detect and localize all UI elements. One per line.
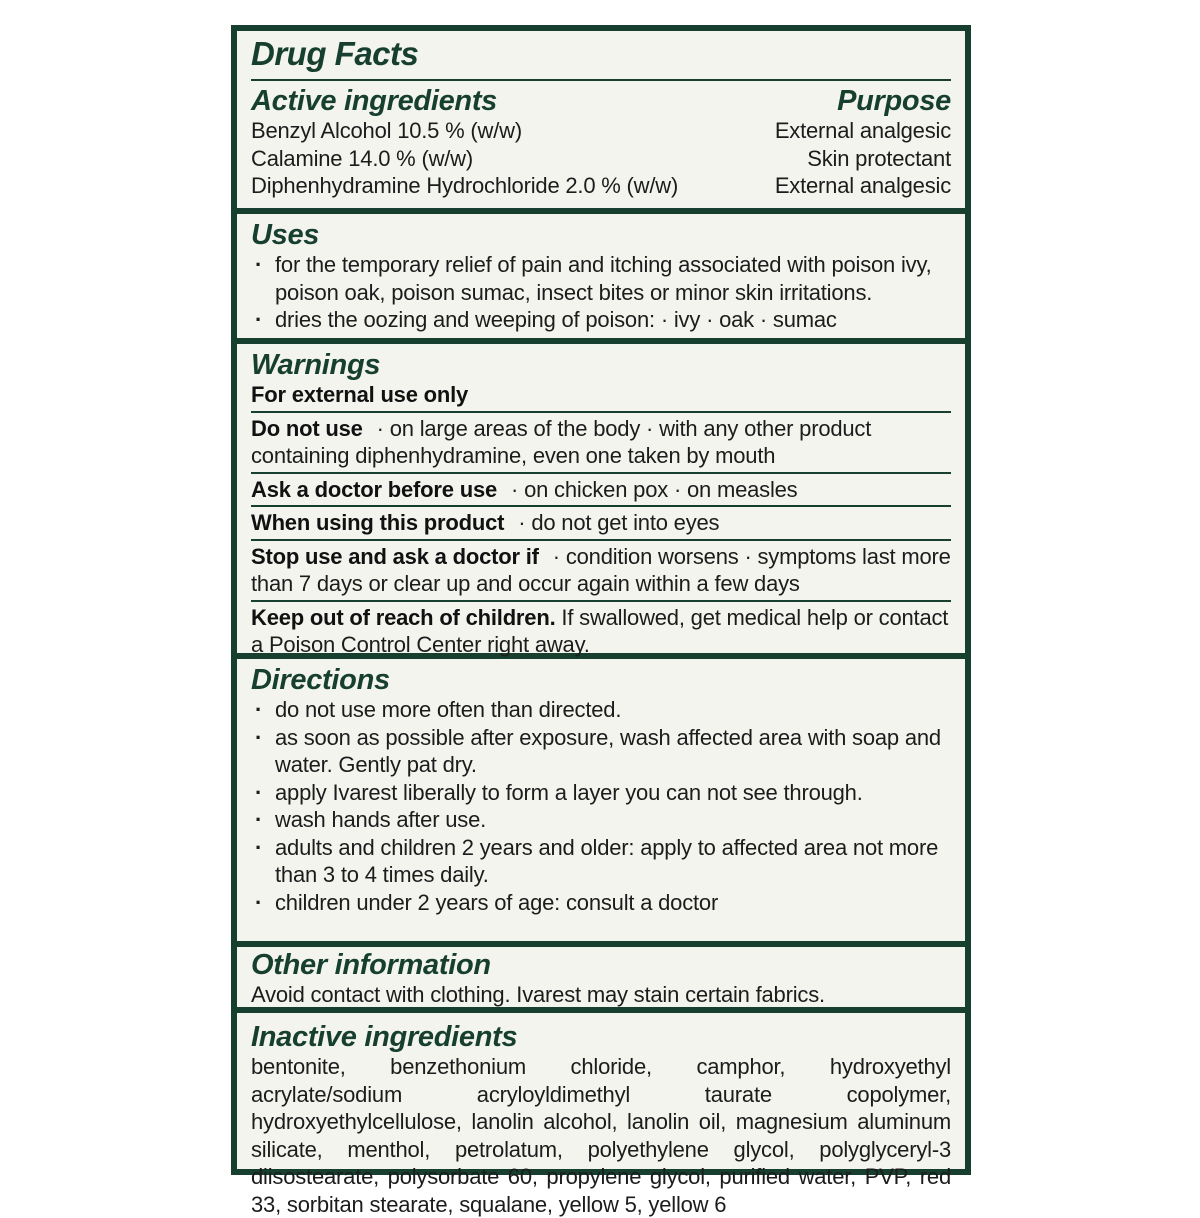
do-not-use-text: · on large areas of the body · with any other product containing diphenhydramine, even one taken by mouth	[251, 415, 872, 468]
list-item: · apply Ivarest liberally to form a layer you can not see through.	[251, 779, 951, 807]
ingredient-name: Benzyl Alcohol 10.5 % (w/w)	[251, 118, 522, 143]
drug-facts-title: Drug Facts	[251, 35, 419, 72]
list-item: · adults and children 2 years and older: apply to affected area not more than 3 to 4 times daily.	[251, 834, 945, 889]
other-information-heading: Other information	[251, 949, 491, 981]
list-item: · dries the oozing and weeping of poison: · ivy · oak · sumac	[251, 306, 951, 334]
ingredient-purpose: Skin protectant	[807, 145, 951, 171]
other-information-text: Avoid contact with clothing. Ivarest may stain certain fabrics.	[251, 982, 825, 1007]
inactive-ingredients-text: bentonite, benzethonium chloride, camphor, hydroxyethyl acrylate/sodium acryloyldimethyl taurate copolymer, hydroxyethylcellulose, lanolin alcohol, lanolin oil, magnesium aluminum silicate, menthol, petrolatum, polyethylene glycol, polyglyceryl-3 diisostearate, polysorbate 60, propylene glycol, purified water, PVP, red 33, sorbitan stearate, squalane, yellow 5, yellow 6	[251, 1054, 951, 1217]
keep-out-warning	[251, 604, 951, 659]
warnings-heading: Warnings	[251, 349, 381, 381]
stop-use-warning	[251, 543, 951, 598]
do-not-use-label: Do not use	[251, 415, 363, 441]
when-using-label: When using this product	[251, 510, 505, 535]
ingredient-row	[251, 117, 951, 145]
inactive-ingredients-section	[237, 1013, 965, 1217]
warnings-section	[237, 344, 965, 657]
list-item: · children under 2 years of age: consult a doctor	[251, 889, 951, 917]
ingredient-row	[251, 172, 951, 200]
when-using-text: · do not get into eyes	[518, 510, 720, 535]
list-item: · as soon as possible after exposure, wash affected area with soap and water. Gently pat dry.	[251, 724, 945, 779]
list-item: · for the temporary relief of pain and itching associated with poison ivy, poison oak, poison sumac, insect bites or minor skin irritations.	[251, 251, 965, 306]
ingredient-purpose: External analgesic	[774, 173, 951, 198]
ingredient-name: Diphenhydramine Hydrochloride 2.0 % (w/w)	[251, 173, 679, 198]
when-using-warning	[251, 509, 951, 537]
other-information-section	[237, 947, 965, 1007]
ask-doctor-text: · on chicken pox · on measles	[511, 476, 798, 502]
inactive-ingredients-heading: Inactive ingredients	[251, 1021, 518, 1053]
drug-facts-panel	[231, 25, 971, 1217]
list-item: · wash hands after use.	[251, 806, 951, 834]
ingredient-purpose: External analgesic	[774, 118, 951, 143]
keep-out-text: If swallowed, get medical help or contact a Poison Control Center right away.	[251, 604, 949, 657]
uses-section	[237, 214, 965, 338]
uses-heading: Uses	[251, 219, 320, 251]
ask-doctor-warning	[251, 476, 951, 504]
stop-use-text: · condition worsens · symptoms last more than 7 days or clear up and occur again within a few days	[251, 543, 951, 596]
external-use-label: For external use only	[251, 382, 469, 407]
ingredient-name: Calamine 14.0 % (w/w)	[251, 145, 473, 171]
ask-doctor-label: Ask a doctor before use	[251, 476, 498, 502]
keep-out-label: Keep out of reach of children.	[251, 604, 556, 630]
active-ingredients-section	[237, 31, 965, 208]
list-item: · do not use more often than directed.	[251, 696, 951, 724]
stop-use-label: Stop use and ask a doctor if	[251, 543, 539, 569]
do-not-use-warning	[251, 415, 951, 470]
directions-section	[237, 659, 965, 941]
directions-heading: Directions	[251, 664, 390, 696]
ingredient-row	[251, 145, 951, 173]
purpose-heading: Purpose	[837, 85, 951, 117]
active-ingredients-heading: Active ingredients	[251, 85, 497, 117]
